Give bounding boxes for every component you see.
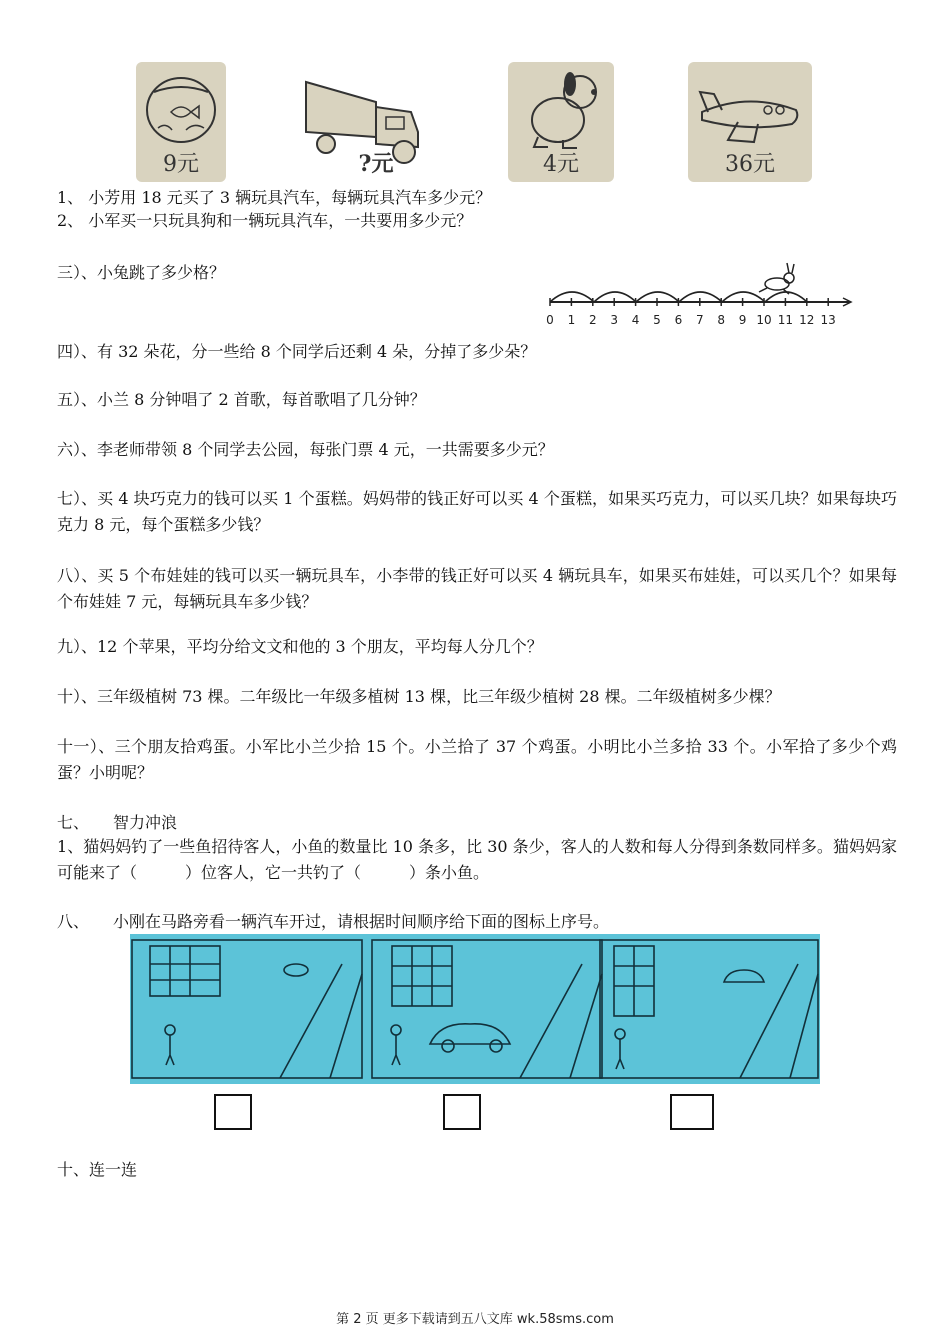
number-line-label: 0 <box>546 313 554 327</box>
question-8: 八）、买 5 个布娃娃的钱可以买一辆玩具车，小李带的钱正好可以买 4 辆玩具车，如果买布娃娃，可以买几个？如果每个布娃娃 7 元，每辆玩具车多少钱？ <box>57 566 897 611</box>
question-6: 六）、李老师带领 8 个同学去公园，每张门票 4 元，一共需要多少元？ <box>57 440 554 459</box>
problem-2: 2、 小军买一只玩具狗和一辆玩具汽车，一共要用多少元？ <box>57 211 473 230</box>
section-10-title: 十、连一连 <box>57 1160 138 1179</box>
answer-box-2[interactable] <box>443 1094 481 1130</box>
number-line-label: 9 <box>738 313 747 327</box>
section-8-title: 八、 小刚在马路旁看一辆汽车开过，请根据时间顺序给下面的图标上序号。 <box>57 912 610 931</box>
toy-price: 4元 <box>543 152 579 177</box>
number-line-label: 2 <box>588 313 597 327</box>
number-line-label: 13 <box>820 313 836 327</box>
toy-dog <box>508 62 614 182</box>
number-line-label: 4 <box>631 313 640 327</box>
number-line-label: 7 <box>695 313 704 327</box>
number-line-label: 5 <box>653 313 661 327</box>
question-9: 九）、12 个苹果，平均分给文文和他的 3 个朋友，平均每人分几个？ <box>57 637 543 656</box>
section-7-title: 七、 智力冲浪 <box>57 813 178 832</box>
question-10: 十）、三年级植树 73 棵。二年级比一年级多植树 13 棵，比三年级少植树 28 棵。二年级植树多少棵？ <box>57 687 781 706</box>
number-line-label: 3 <box>610 313 619 327</box>
number-line-label: 12 <box>799 313 815 327</box>
street-sequence-picture <box>130 934 820 1084</box>
problem-1: 1、 小芳用 18 元买了 3 辆玩具汽车，每辆玩具汽车多少元？ <box>57 188 492 207</box>
answer-box-3[interactable] <box>670 1094 714 1130</box>
number-line-label: 11 <box>777 313 794 327</box>
question-11: 十一）、三个朋友拾鸡蛋。小军比小兰少拾 15 个。小兰拾了 37 个鸡蛋。小明比小兰多拾 33 个。小军拾了多少个鸡蛋？小明呢？ <box>57 737 897 782</box>
answer-box-1[interactable] <box>214 1094 252 1130</box>
question-7: 七）、买 4 块巧克力的钱可以买 1 个蛋糕。妈妈带的钱正好可以买 4 个蛋糕，如果买巧克力，可以买几块？如果每块巧克力 8 元，每个蛋糕多少钱？ <box>57 489 897 534</box>
toy-price: 36元 <box>725 152 775 177</box>
question-3: 三）、小兔跳了多少格？ <box>57 263 226 282</box>
toy-plane <box>688 62 812 182</box>
number-line-label: 1 <box>567 313 576 327</box>
section-7-question-1: 1、猫妈妈钓了一些鱼招待客人，小鱼的数量比 10 条多，比 30 条少，客人的人数和每人分得到条数同样多。猫妈妈家可能来了（ ）位客人，它一共钓了（ ）条小鱼。 <box>57 837 897 882</box>
toy-truck <box>296 62 436 182</box>
rabbit-number-line <box>545 262 860 332</box>
rabbit-icon <box>759 263 794 294</box>
toy-price: ?元 <box>358 151 394 177</box>
number-line-label: 10 <box>756 313 772 327</box>
number-line-label: 8 <box>717 313 726 327</box>
question-4: 四）、有 32 朵花，分一些给 8 个同学后还剩 4 朵，分掉了多少朵？ <box>57 342 537 361</box>
question-5: 五）、小兰 8 分钟唱了 2 首歌，每首歌唱了几分钟？ <box>57 390 426 409</box>
toy-price: 9元 <box>163 152 199 177</box>
number-line-label: 6 <box>674 313 683 327</box>
toy-fishbowl <box>136 62 226 182</box>
page-footer: 第 2 页 更多下载请到五八文库 wk.58sms.com <box>336 1312 614 1327</box>
